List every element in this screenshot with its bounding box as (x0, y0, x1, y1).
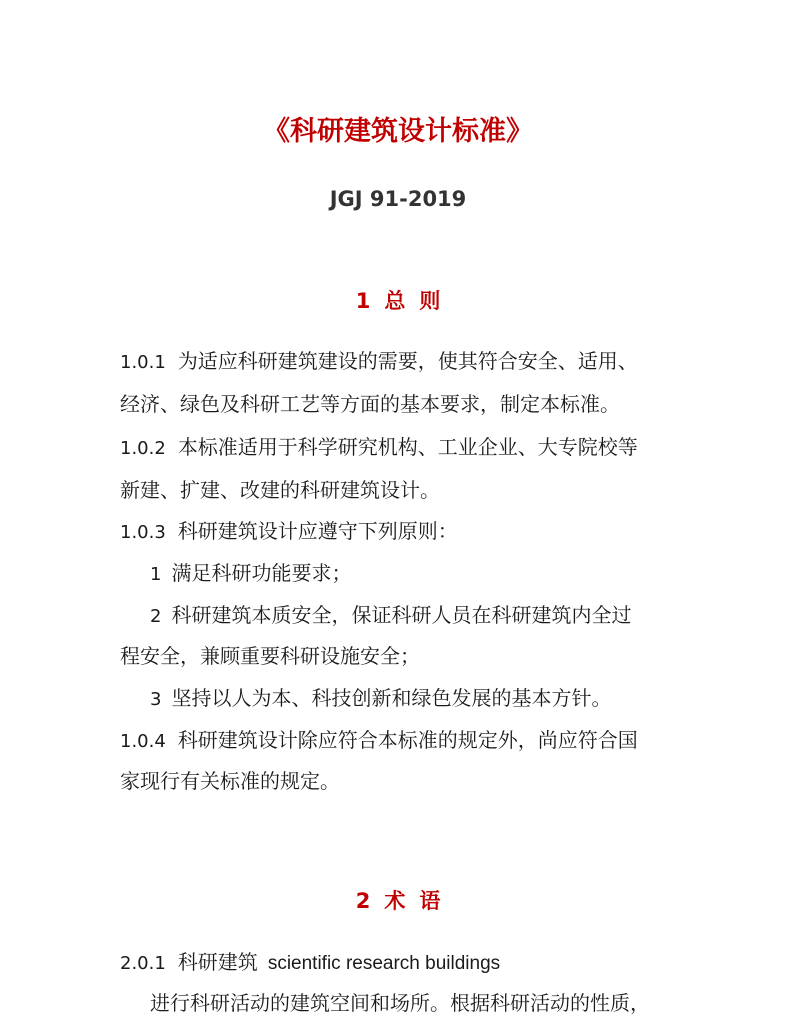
clause-1-0-1-line-1 (120, 346, 638, 378)
clause-1-0-1-line-2 (120, 389, 620, 419)
clause-text: 科研建筑设计除应符合本标准的规定外，尚应符合国 (177, 728, 638, 752)
chapter-title-char: 总 (384, 289, 406, 313)
chapter-2-heading (0, 886, 796, 916)
document-title: 《科研建筑设计标准》 (263, 116, 533, 147)
clause-number: 2.0.1 (120, 953, 166, 974)
chapter-1-heading (0, 286, 796, 316)
clause-number: 1.0.3 (120, 522, 166, 543)
clause-1-0-2-line-2 (120, 475, 440, 505)
chapter-title-char: 术 (384, 889, 406, 913)
clause-text: 进行科研活动的建筑空间和场所。根据科研活动的性质， (150, 991, 650, 1015)
clause-text: 经济、绿色及科研工艺等方面的基本要求，制定本标准。 (120, 392, 620, 416)
document-code: JGJ 91-2019 (329, 187, 467, 211)
term-english: scientific research buildings (267, 953, 501, 974)
item-number: 1 (150, 564, 162, 585)
clause-1-0-4-line-2 (120, 766, 340, 796)
item-text: 满足科研功能要求； (171, 561, 352, 585)
clause-text: 本标准适用于科学研究机构、工业企业、大专院校等 (177, 435, 638, 459)
list-item-1 (150, 558, 351, 590)
chapter-number: 2 (355, 889, 371, 913)
list-item-2-line-1 (150, 600, 631, 632)
chapter-title-char: 则 (419, 289, 441, 313)
item-text: 科研建筑本质安全，保证科研人员在科研建筑内全过 (171, 603, 632, 627)
item-number: 2 (150, 606, 162, 627)
clause-text: 为适应科研建筑建设的需要，使其符合安全、适用、 (177, 349, 638, 373)
clause-number: 1.0.1 (120, 352, 166, 373)
clause-1-0-2-line-1 (120, 432, 638, 464)
chapter-number: 1 (355, 289, 371, 313)
list-item-2-line-2 (120, 641, 420, 671)
clause-2-0-1-line-2 (150, 988, 650, 1018)
term-chinese: 科研建筑 (177, 950, 258, 974)
item-text: 程安全，兼顾重要科研设施安全； (120, 644, 420, 668)
item-text: 坚持以人为本、科技创新和绿色发展的基本方针。 (171, 686, 612, 710)
clause-text: 科研建筑设计应遵守下列原则： (177, 519, 458, 543)
clause-1-0-4-line-1 (120, 725, 638, 757)
clause-number: 1.0.2 (120, 438, 166, 459)
clause-number: 1.0.4 (120, 731, 166, 752)
clause-2-0-1-line-1 (120, 947, 500, 979)
clause-text: 家现行有关标准的规定。 (120, 769, 340, 793)
chapter-title-char: 语 (419, 889, 441, 913)
clause-1-0-3-line-1 (120, 516, 458, 548)
list-item-3 (150, 683, 611, 715)
item-number: 3 (150, 689, 162, 710)
clause-text: 新建、扩建、改建的科研建筑设计。 (120, 478, 440, 502)
